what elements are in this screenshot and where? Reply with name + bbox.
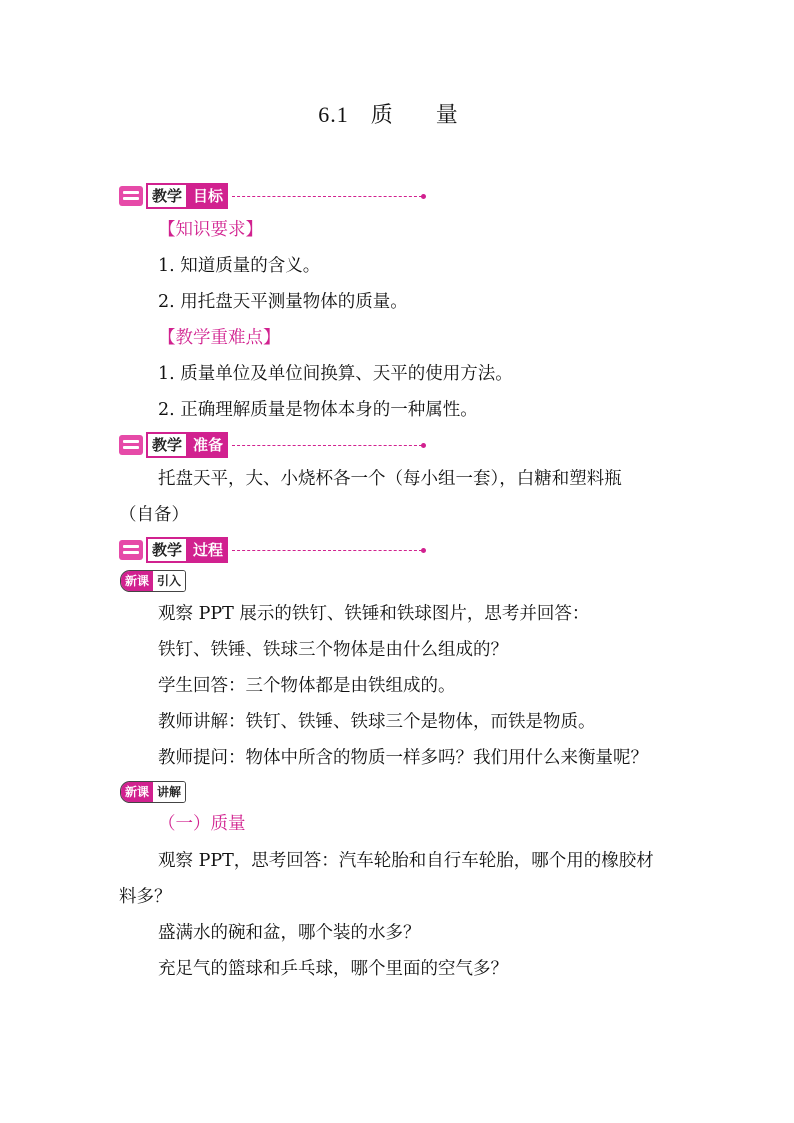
difficulty-heading: 【教学重难点】 <box>158 328 281 348</box>
knowledge-item: 1. 知道质量的含义。 <box>158 256 321 276</box>
section-label: 教学 <box>146 537 188 563</box>
lecture-line-cont: 料多？ <box>119 887 172 907</box>
knowledge-heading: 【知识要求】 <box>158 220 263 240</box>
intro-line: 教师提问：物体中所含的物质一样多吗？我们用什么来衡量呢？ <box>158 748 648 768</box>
tag-part: 讲解 <box>153 782 185 802</box>
tag-part: 新课 <box>121 782 153 802</box>
intro-line: 铁钉、铁锤、铁球三个物体是由什么组成的？ <box>158 640 508 660</box>
section-process <box>119 538 422 562</box>
book-icon <box>119 435 143 455</box>
knowledge-item: 2. 用托盘天平测量物体的质量。 <box>158 292 408 312</box>
tag-part: 引入 <box>153 571 185 591</box>
title-number: 6.1 <box>318 102 349 127</box>
lecture-line: 充足气的篮球和乒乓球，哪个里面的空气多？ <box>158 959 508 979</box>
prep-text: 托盘天平，大、小烧杯各一个（每小组一套），白糖和塑料瓶 <box>158 469 622 489</box>
lecture-line: 盛满水的碗和盆，哪个装的水多？ <box>158 923 421 943</box>
intro-tag <box>120 570 186 592</box>
page-title <box>0 98 794 129</box>
section-label-highlight: 准备 <box>188 432 228 458</box>
title-text: 质 量 <box>370 103 476 128</box>
intro-line: 观察 PPT 展示的铁钉、铁锤和铁球图片，思考并回答： <box>158 604 590 624</box>
book-icon <box>119 186 143 206</box>
book-icon <box>119 540 143 560</box>
lecture-subheading: （一）质量 <box>158 814 246 834</box>
prep-text-cont: （自备） <box>119 505 189 525</box>
lecture-line: 观察 PPT，思考回答：汽车轮胎和自行车轮胎，哪个用的橡胶材 <box>158 851 654 871</box>
difficulty-item: 1. 质量单位及单位间换算、天平的使用方法。 <box>158 364 513 384</box>
section-label: 教学 <box>146 183 188 209</box>
section-label: 教学 <box>146 432 188 458</box>
section-label-highlight: 过程 <box>188 537 228 563</box>
section-prep <box>119 433 422 457</box>
section-label-highlight: 目标 <box>188 183 228 209</box>
tag-part: 新课 <box>121 571 153 591</box>
dashed-divider <box>232 550 422 551</box>
difficulty-item: 2. 正确理解质量是物体本身的一种属性。 <box>158 400 478 420</box>
section-goals <box>119 184 422 208</box>
dashed-divider <box>232 445 422 446</box>
intro-line: 教师讲解：铁钉、铁锤、铁球三个是物体，而铁是物质。 <box>158 712 596 732</box>
intro-line: 学生回答：三个物体都是由铁组成的。 <box>158 676 456 696</box>
dashed-divider <box>232 196 422 197</box>
lecture-tag <box>120 781 186 803</box>
